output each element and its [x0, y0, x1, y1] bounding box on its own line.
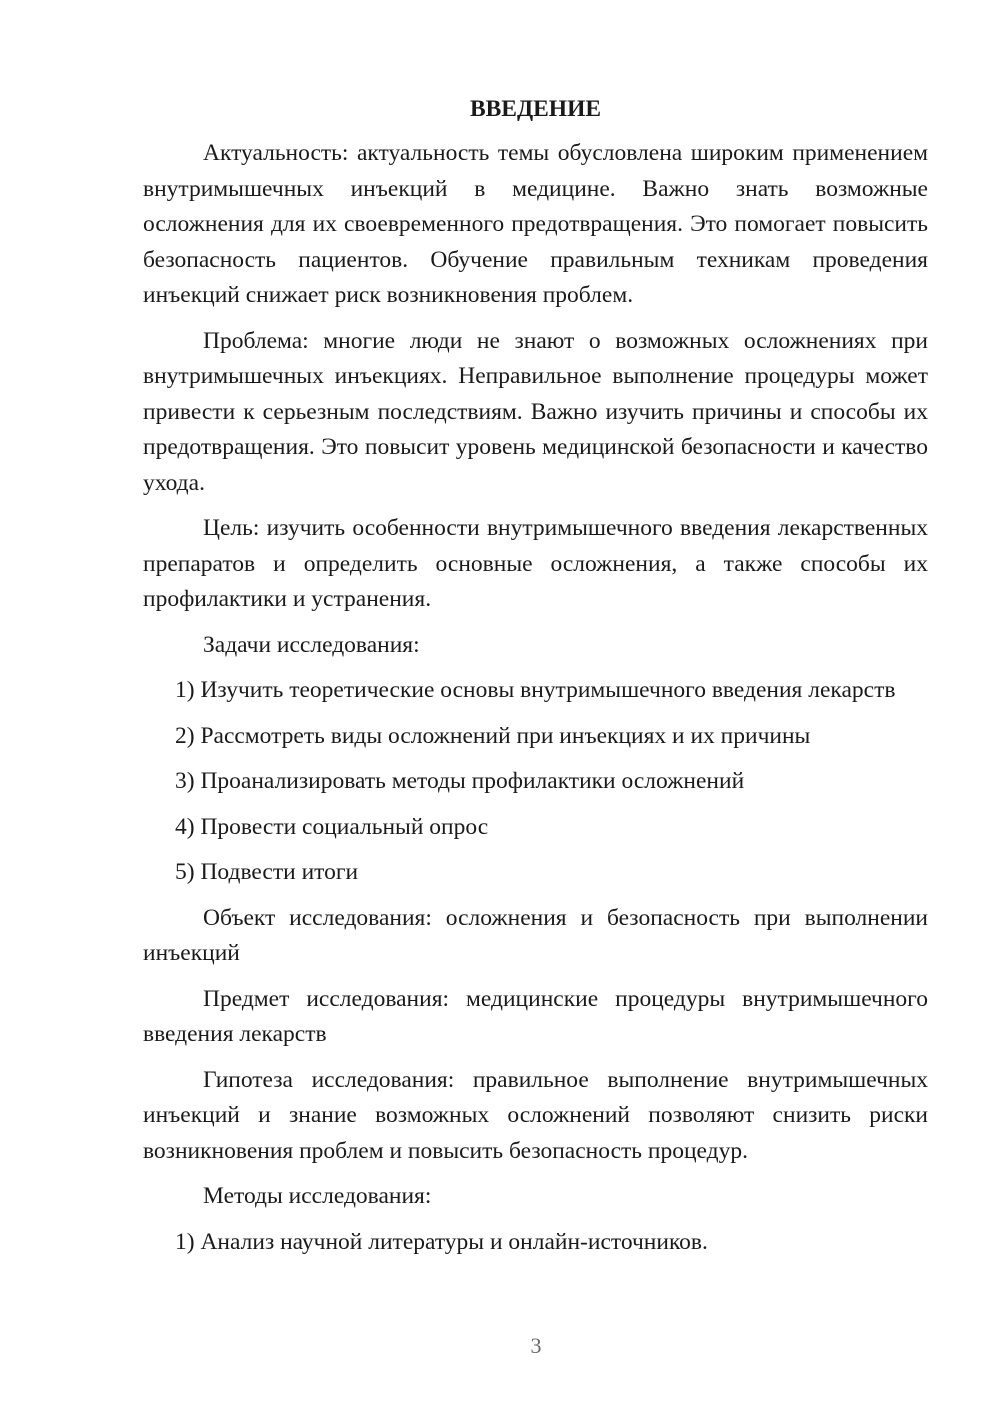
subject-paragraph: Предмет исследования: медицинские процедуры внутримышечного введения лекарств — [143, 985, 928, 1047]
task-item-4: 4) Провести социальный опрос — [175, 813, 489, 840]
page-title: ВВЕДЕНИЕ — [469, 96, 602, 122]
object-paragraph: Объект исследования: осложнения и безопасность при выполнении инъекций — [143, 904, 928, 966]
page-content — [143, 92, 928, 1270]
tasks-heading: Задачи исследования: — [203, 631, 420, 658]
problem-paragraph: Проблема: многие люди не знают о возможных осложнениях при внутримышечных инъекциях. Неправильное выполнение процедуры может привести к серьезным последствиям. Важно изучить причины и способы их предотвращения. Это повысит уровень медицинской безопасности и качество ухода. — [143, 327, 928, 496]
hypothesis-paragraph: Гипотеза исследования: правильное выполнение внутримышечных инъекций и знание возможных осложнений позволяют снизить риски возникновения проблем и повысить безопасность процедур. — [143, 1066, 928, 1164]
page-number: 3 — [530, 1333, 542, 1358]
task-item-3: 3) Проанализировать методы профилактики осложнений — [175, 768, 745, 794]
goal-paragraph: Цель: изучить особенности внутримышечного введения лекарственных препаратов и определить основные осложнения, а также способы их профилактики и устранения. — [143, 515, 928, 612]
methods-heading: Методы исследования: — [203, 1183, 432, 1209]
task-item-1: 1) Изучить теоретические основы внутримышечного введения лекарств — [175, 677, 896, 703]
task-item-5: 5) Подвести итоги — [175, 859, 359, 885]
task-item-2: 2) Рассмотреть виды осложнений при инъекциях и их причины — [175, 722, 811, 749]
method-item-1: 1) Анализ научной литературы и онлайн-источников. — [175, 1228, 708, 1255]
relevance-paragraph: Актуальность: актуальность темы обусловлена широким применением внутримышечных инъекций в медицине. Важно знать возможные осложнения для их своевременного предотвращения. Это помогает повысить безопасность пациентов. Обучение правильным техникам проведения инъекций снижает риск возникновения проблем. — [143, 140, 928, 308]
